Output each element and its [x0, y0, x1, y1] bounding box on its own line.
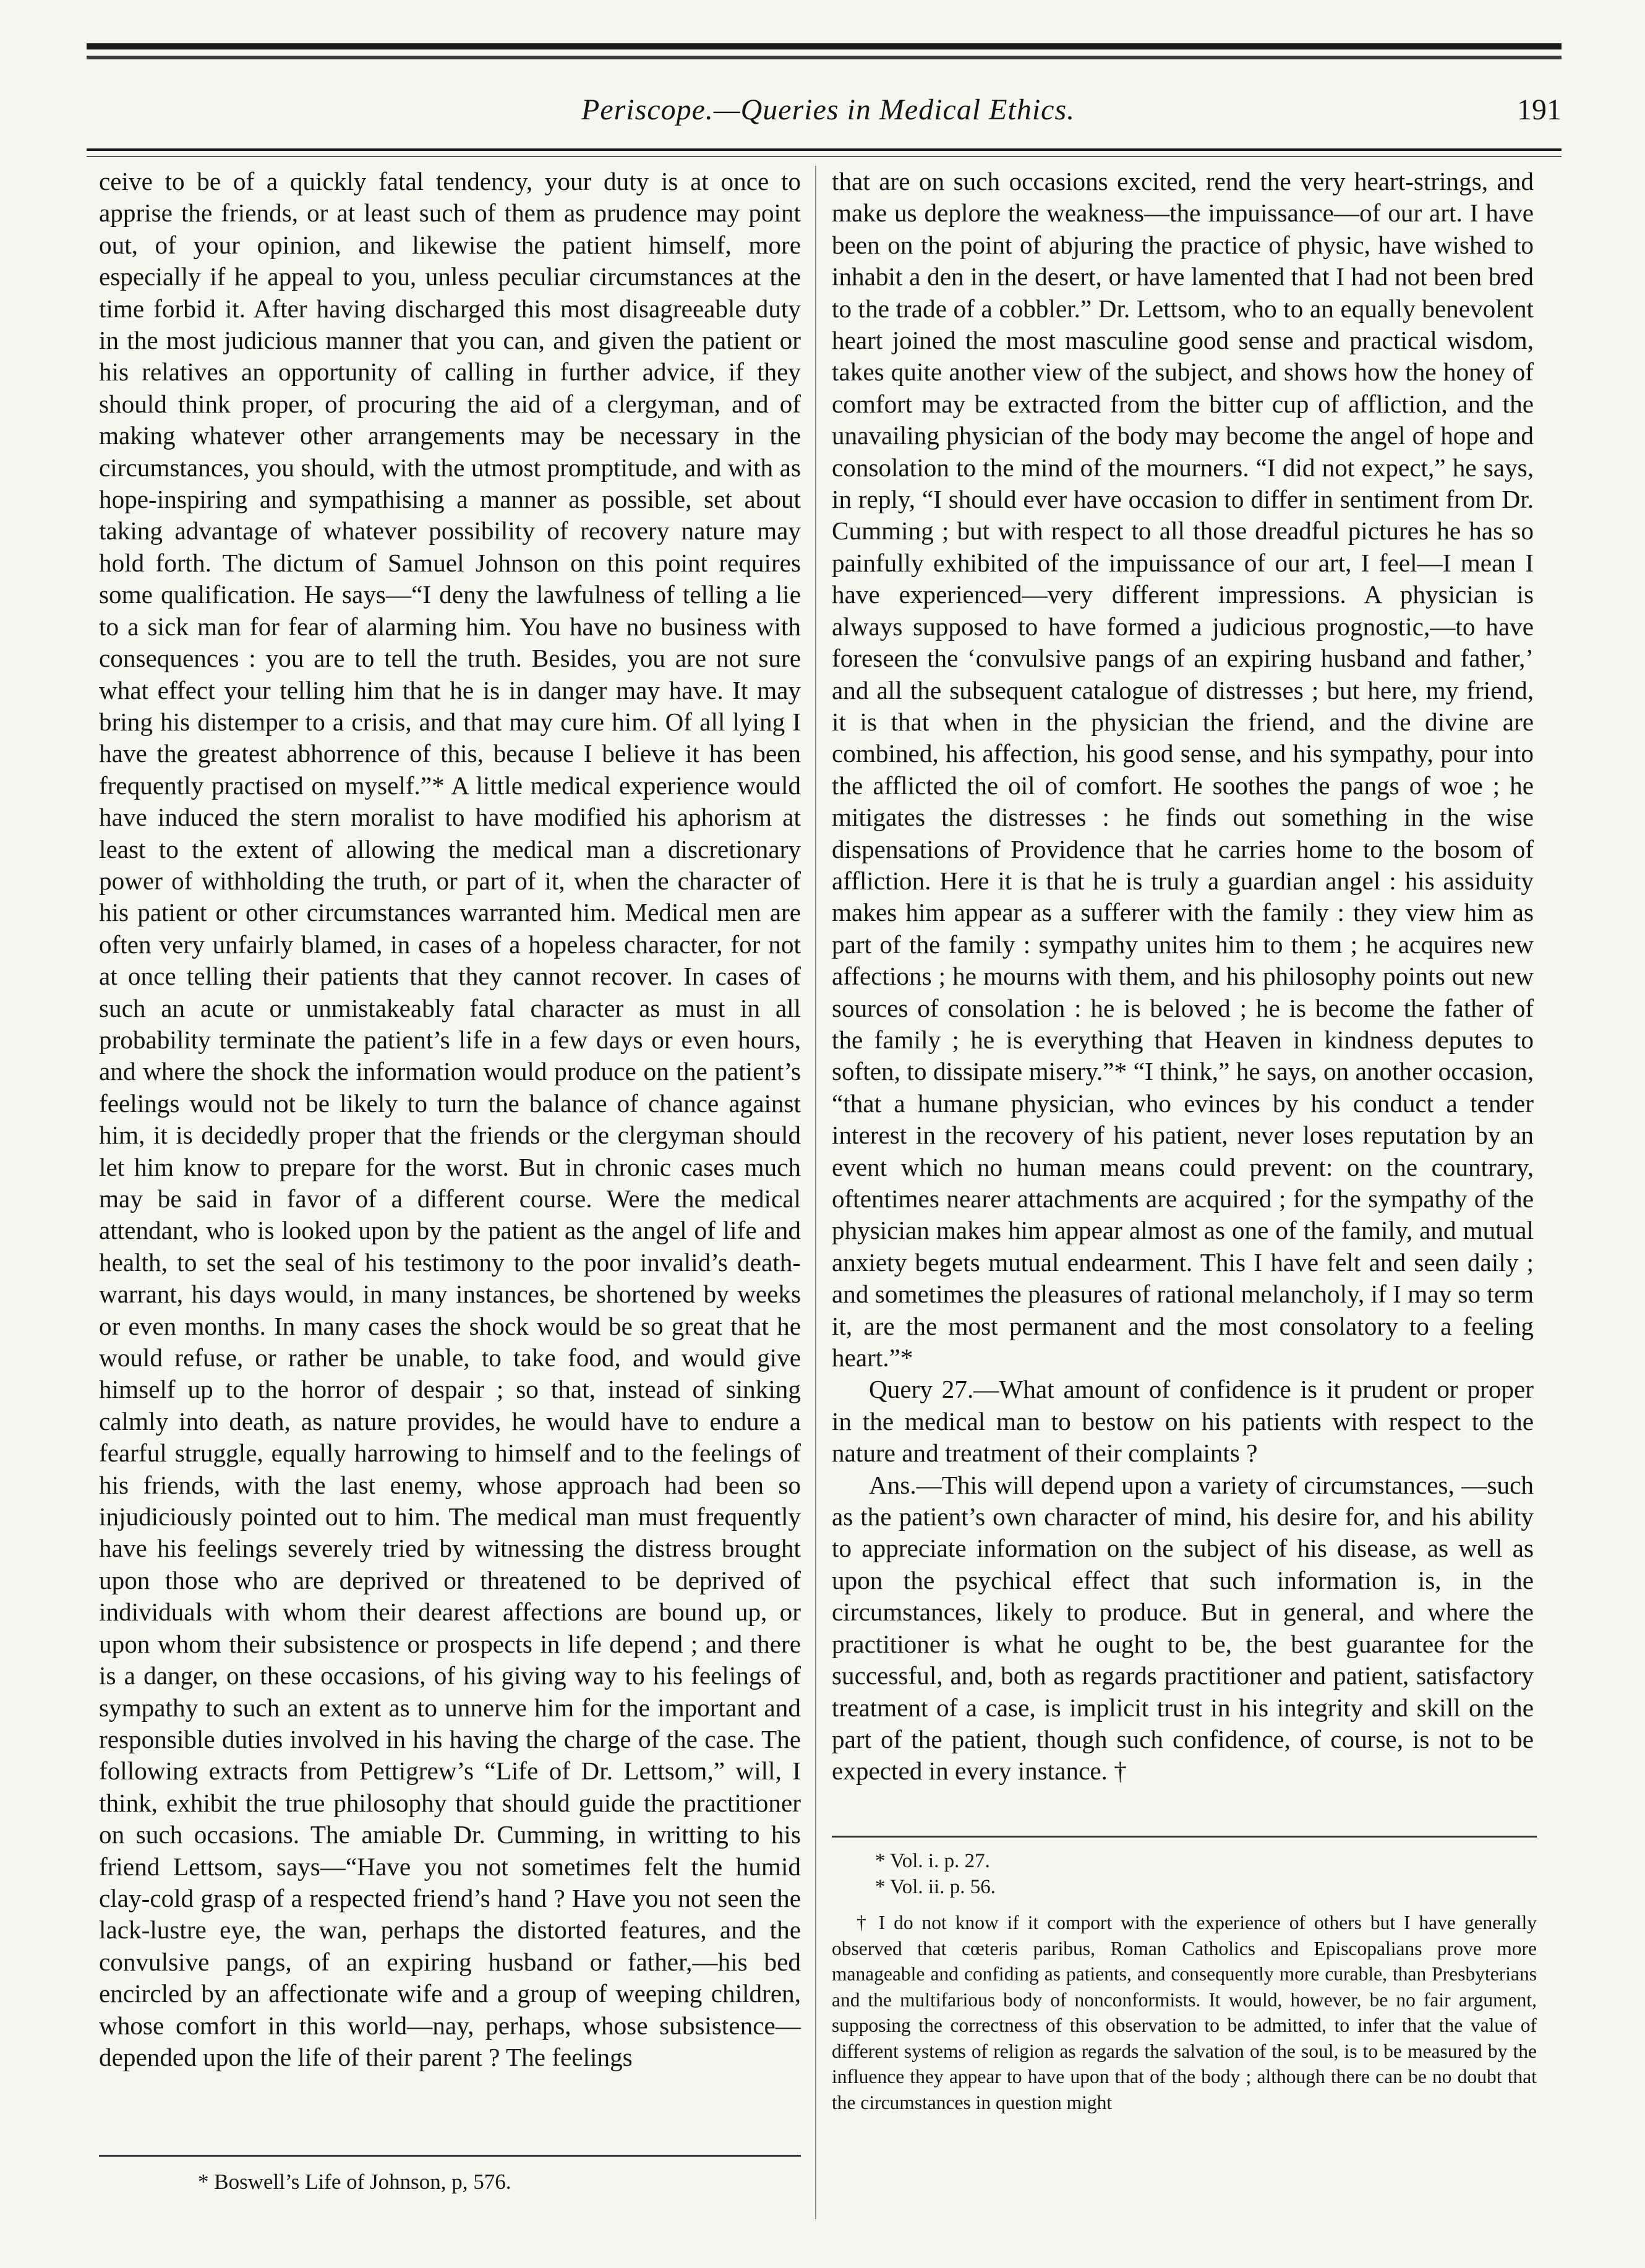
right-footnotes [832, 1848, 1537, 2115]
answer-27: Ans.—This will depend upon a variety of circumstances, —such as the patient’s own character of mind, his desire for, and his ability to appreciate information on the subject of his disease, as well as upon the psychical effect that such information is, in the circumstances, likely to produce. But in general, and where the practitioner is what he ought to be, the best guarantee for the successful, and, both as regards practitioner and patient, satisfactory treatment of a case, is implicit trust in his integrity and skill on the part of the patient, though such confidence, of course, is not to be expected in every instance. † [832, 1470, 1534, 1786]
column-divider [815, 166, 816, 2219]
right-paragraph-1: that are on such occasions excited, rend the very heart-strings, and make us deplore the weakness—the impuissance—of our art. I have been on the point of abjuring the practice of physic, have wished to inhabit a den in the desert, or have lamented that I had not been bred to the trade of a cobbler.” Dr. Lettsom, who to an equally benevolent heart joined the most masculine good sense and practical wisdom, takes quite another view of the subject, and shows how the honey of comfort may be extracted from the bitter cup of affliction, and the unavailing physician of the body may become the angel of hope and consolation to the mind of the mourners. “I did not expect,” he says, in reply, “I should ever have occasion to differ in sentiment from Dr. Cumming ; but with respect to all those dreadful pictures he has so painfully exhibited of the impuissance of our art, I feel—I mean I have experienced—very different impressions. A physician is always supposed to have formed a judicious prognostic,—to have foreseen the ‘convulsive pangs of an expiring husband and father,’ and all the subsequent catalogue of distresses ; but here, my friend, it is that when in the physician the friend, and the divine are combined, his affection, his good sense, and his sympathy, pour into the afflicted the oil of comfort. He soothes the pangs of woe ; he mitigates the distresses : he finds out something in the wise dispensations of Providence that he carries home to the bosom of affliction. Here it is that he is truly a guardian angel : his assiduity makes him appear as a sufferer with the family : they view him as part of the family : sympathy unites him to them ; he acquires new affections ; he mourns with them, and his philosophy points out new sources of consolation : he is beloved ; he is become the father of the family ; he is everything that Heaven in kindness deputes to soften, to dissipate misery.”* “I think,” he says, on another occasion, “that a humane physician, who evinces by his conduct a tender interest in the recovery of his patient, never loses reputation by an event which no human means could prevent: on the countrary, oftentimes nearer attachments are acquired ; for the sympathy of the physician makes him appear almost as one of the family, and mutual anxiety begets mutual endearment. This I have felt and seen daily ; and sometimes the pleasures of rational melancholy, if I may so term it, are the most permanent and the most consolatory to a feeling heart.”* [832, 167, 1534, 1372]
header-rule [87, 148, 1562, 151]
footnote-vol-2: * Vol. ii. p. 56. [875, 1876, 996, 1898]
footnote-boswell: * Boswell’s Life of Johnson, p, 576. [198, 2170, 511, 2194]
top-rule-thin [87, 56, 1562, 59]
right-column [832, 166, 1534, 1787]
right-footnote-rule [832, 1836, 1537, 1838]
left-footnote-rule [99, 2155, 801, 2157]
footnote-dagger: † I do not know if it comport with the experience of others but I have generally observed that cœteris paribus, Roman Catholics and Episcopalians prove more manageable and confiding as patients, and consequently more curable, than Presbyterians and the multifarious body of nonconformists. It would, however, be no fair argument, supposing the correctness of this observation to be admitted, to infer that the value of different systems of religion as regards the salvation of the soul, is to be measured by the influence they appear to have upon that of the body ; although there can be no doubt that the circumstances in question might [832, 1912, 1537, 2113]
header-rule-thin [87, 156, 1562, 157]
page-header [87, 93, 1562, 136]
left-column [99, 166, 801, 2073]
running-title: Periscope.—Queries in Medical Ethics. [581, 93, 1075, 126]
top-rule-thick [87, 43, 1562, 49]
page-number: 191 [1517, 93, 1562, 126]
left-column-text: ceive to be of a quickly fatal tendency, your duty is at once to apprise the friends, or at least such of them as prudence may point out, of your opinion, and likewise the patient himself, more especially if he appeal to you, unless peculiar circumstances at the time forbid it. After having discharged this most disagreeable duty in the most judicious manner that you can, and given the patient or his relatives an opportunity of calling in further advice, if they should think proper, of procuring the aid of a clergyman, and of making whatever other arrangements may be necessary in the circumstances, you should, with the utmost promptitude, and with as hope-inspiring and sympathising a manner as possible, set about taking advantage of whatever possibility of recovery nature may hold forth. The dictum of Samuel Johnson on this point requires some qualification. He says—“I deny the lawfulness of telling a lie to a sick man for fear of alarming him. You have no business with consequences : you are to tell the truth. Besides, you are not sure what effect your telling him that he is in danger may have. It may bring his distemper to a crisis, and that may cure him. Of all lying I have the greatest abhorrence of this, because I believe it has been frequently practised on myself.”* A little medical experience would have induced the stern moralist to have modified his aphorism at least to the extent of allowing the medical man a discretionary power of withholding the truth, or part of it, when the character of his patient or other circumstances warranted him. Medical men are often very unfairly blamed, in cases of a hopeless character, for not at once telling their patients that they cannot recover. In cases of such an acute or unmistakeably fatal character as must in all probability terminate the patient’s life in a few days or even hours, and where the shock the information would produce on the patient’s feelings would not be likely to turn the balance of chance against him, it is decidedly proper that the friends or the clergyman should let him know to prepare for the worst. But in chronic cases much may be said in favor of a different course. Were the medical attendant, who is looked upon by the patient as the angel of life and health, to set the seal of his testimony to the poor invalid’s death-warrant, his days would, in many instances, be shortened by weeks or even months. In many cases the shock would be so great that he would refuse, or rather be unable, to take food, and would give himself up to the horror of despair ; so that, instead of sinking calmly into death, as nature provides, he would have to endure a fearful struggle, equally harrowing to himself and to the feelings of his friends, with the last enemy, whose approach had been so injudiciously pointed out to him. The medical man must frequently have his feelings severely tried by witnessing the distress brought upon those who are deprived or threatened to be deprived of individuals with whom their dearest affections are bound up, or upon whom their subsistence or prospects in life depend ; and there is a danger, on these occasions, of his giving way to his feelings of sympathy to such an extent as to unnerve him for the important and responsible duties involved in his having the charge of the case. The following extracts from Pettigrew’s “Life of Dr. Lettsom,” will, I think, exhibit the true philosophy that should guide the practitioner on such occasions. The amiable Dr. Cumming, in writting to his friend Lettsom, says—“Have you not sometimes felt the humid clay-cold grasp of a respected friend’s hand ? Have you not seen the lack-lustre eye, the wan, perhaps the distorted features, and the convulsive pangs, of an expiring husband or father,—his bed encircled by an affectionate wife and a group of weeping children, whose comfort in this world—nay, perhaps, whose subsistence—depended upon the life of their parent ? The feelings [99, 167, 801, 2071]
query-27: Query 27.—What amount of confidence is it prudent or proper in the medical man to bestow on his patients with respect to the nature and treatment of their complaints ? [832, 1375, 1534, 1468]
footnote-vol-1: * Vol. i. p. 27. [875, 1850, 990, 1872]
